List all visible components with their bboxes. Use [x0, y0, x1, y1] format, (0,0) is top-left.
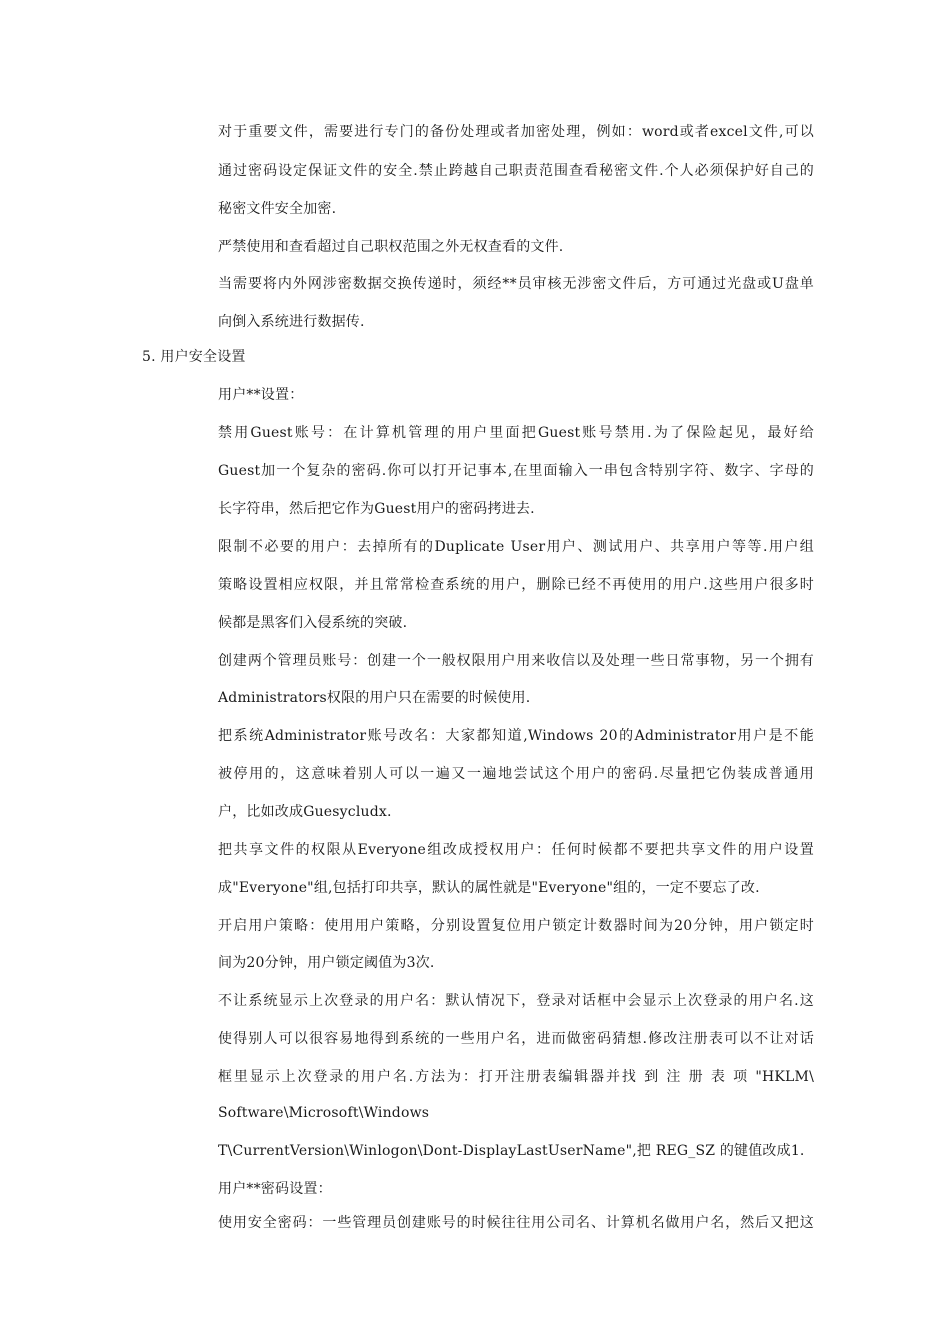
subsection-heading: 用户**设置：	[218, 387, 304, 403]
paragraph-line: 限制不必要的用户：去掉所有的Duplicate User用户、测试用户、共享用户等等.用户组	[218, 539, 814, 555]
paragraph-line: 严禁使用和查看超过自己职权范围之外无权查看的文件.	[218, 239, 564, 255]
paragraph-line: 使用安全密码：一些管理员创建账号的时候往往用公司名、计算机名做用户名，然后又把这	[218, 1215, 814, 1231]
paragraph-line: 不让系统显示上次登录的用户名：默认情况下，登录对话框中会显示上次登录的用户名.这	[218, 993, 814, 1009]
subsection-heading: 用户**密码设置：	[218, 1181, 332, 1197]
paragraph-line: 当需要将内外网涉密数据交换传递时，须经**员审核无涉密文件后，方可通过光盘或U盘单	[218, 276, 814, 292]
paragraph-line: 策略设置相应权限，并且常常检查系统的用户，删除已经不再使用的用户.这些用户很多时	[218, 577, 814, 593]
paragraph-line: 对于重要文件，需要进行专门的备份处理或者加密处理，例如：word或者excel文件,可以	[218, 124, 814, 140]
paragraph-line: T\CurrentVersion\Winlogon\Dont-DisplayLastUserName",把 REG_SZ 的键值改成1.	[218, 1143, 805, 1159]
paragraph-line: Software\Microsoft\Windows	[218, 1105, 430, 1121]
paragraph-line: 把共享文件的权限从Everyone组改成授权用户：任何时候都不要把共享文件的用户设置	[218, 842, 814, 858]
section-heading: 5. 用户安全设置	[142, 349, 246, 365]
paragraph-line: 使得别人可以很容易地得到系统的一些用户名，进而做密码猜想.修改注册表可以不让对话	[218, 1031, 814, 1047]
paragraph-line: Administrators权限的用户只在需要的时候使用.	[218, 690, 531, 706]
paragraph-line: 框里显示上次登录的用户名.方法为：打开注册表编辑器并找 到 注 册 表 项 "HKLM\	[218, 1069, 814, 1085]
paragraph-line: 候都是黑客们入侵系统的突破.	[218, 615, 408, 631]
paragraph-line: 开启用户策略：使用用户策略，分别设置复位用户锁定计数器时间为20分钟，用户锁定时	[218, 918, 814, 934]
paragraph-line: 户，比如改成Guesycludx.	[218, 804, 392, 820]
paragraph-line: 间为20分钟，用户锁定阈值为3次.	[218, 955, 435, 971]
paragraph-line: 向倒入系统进行数据传.	[218, 314, 365, 330]
paragraph-line: Guest加一个复杂的密码.你可以打开记事本,在里面输入一串包含特别字符、数字、字母的	[218, 463, 814, 479]
paragraph-line: 被停用的，这意味着别人可以一遍又一遍地尝试这个用户的密码.尽量把它伪装成普通用	[218, 766, 814, 782]
paragraph-line: 成"Everyone"组,包括打印共享，默认的属性就是"Everyone"组的，一定不要忘了改.	[218, 880, 760, 896]
paragraph-line: 通过密码设定保证文件的安全.禁止跨越自己职责范围查看秘密文件.个人必须保护好自己的	[218, 163, 814, 179]
paragraph-line: 禁用Guest账号：在计算机管理的用户里面把Guest账号禁用.为了保险起见，最好给	[218, 425, 814, 441]
paragraph-line: 把系统Administrator账号改名：大家都知道,Windows 20的Administrator用户是不能	[218, 728, 814, 744]
paragraph-line: 创建两个管理员账号：创建一个一般权限用户用来收信以及处理一些日常事物，另一个拥有	[218, 653, 814, 669]
paragraph-line: 秘密文件安全加密.	[218, 201, 337, 217]
paragraph-line: 长字符串，然后把它作为Guest用户的密码拷进去.	[218, 501, 535, 517]
